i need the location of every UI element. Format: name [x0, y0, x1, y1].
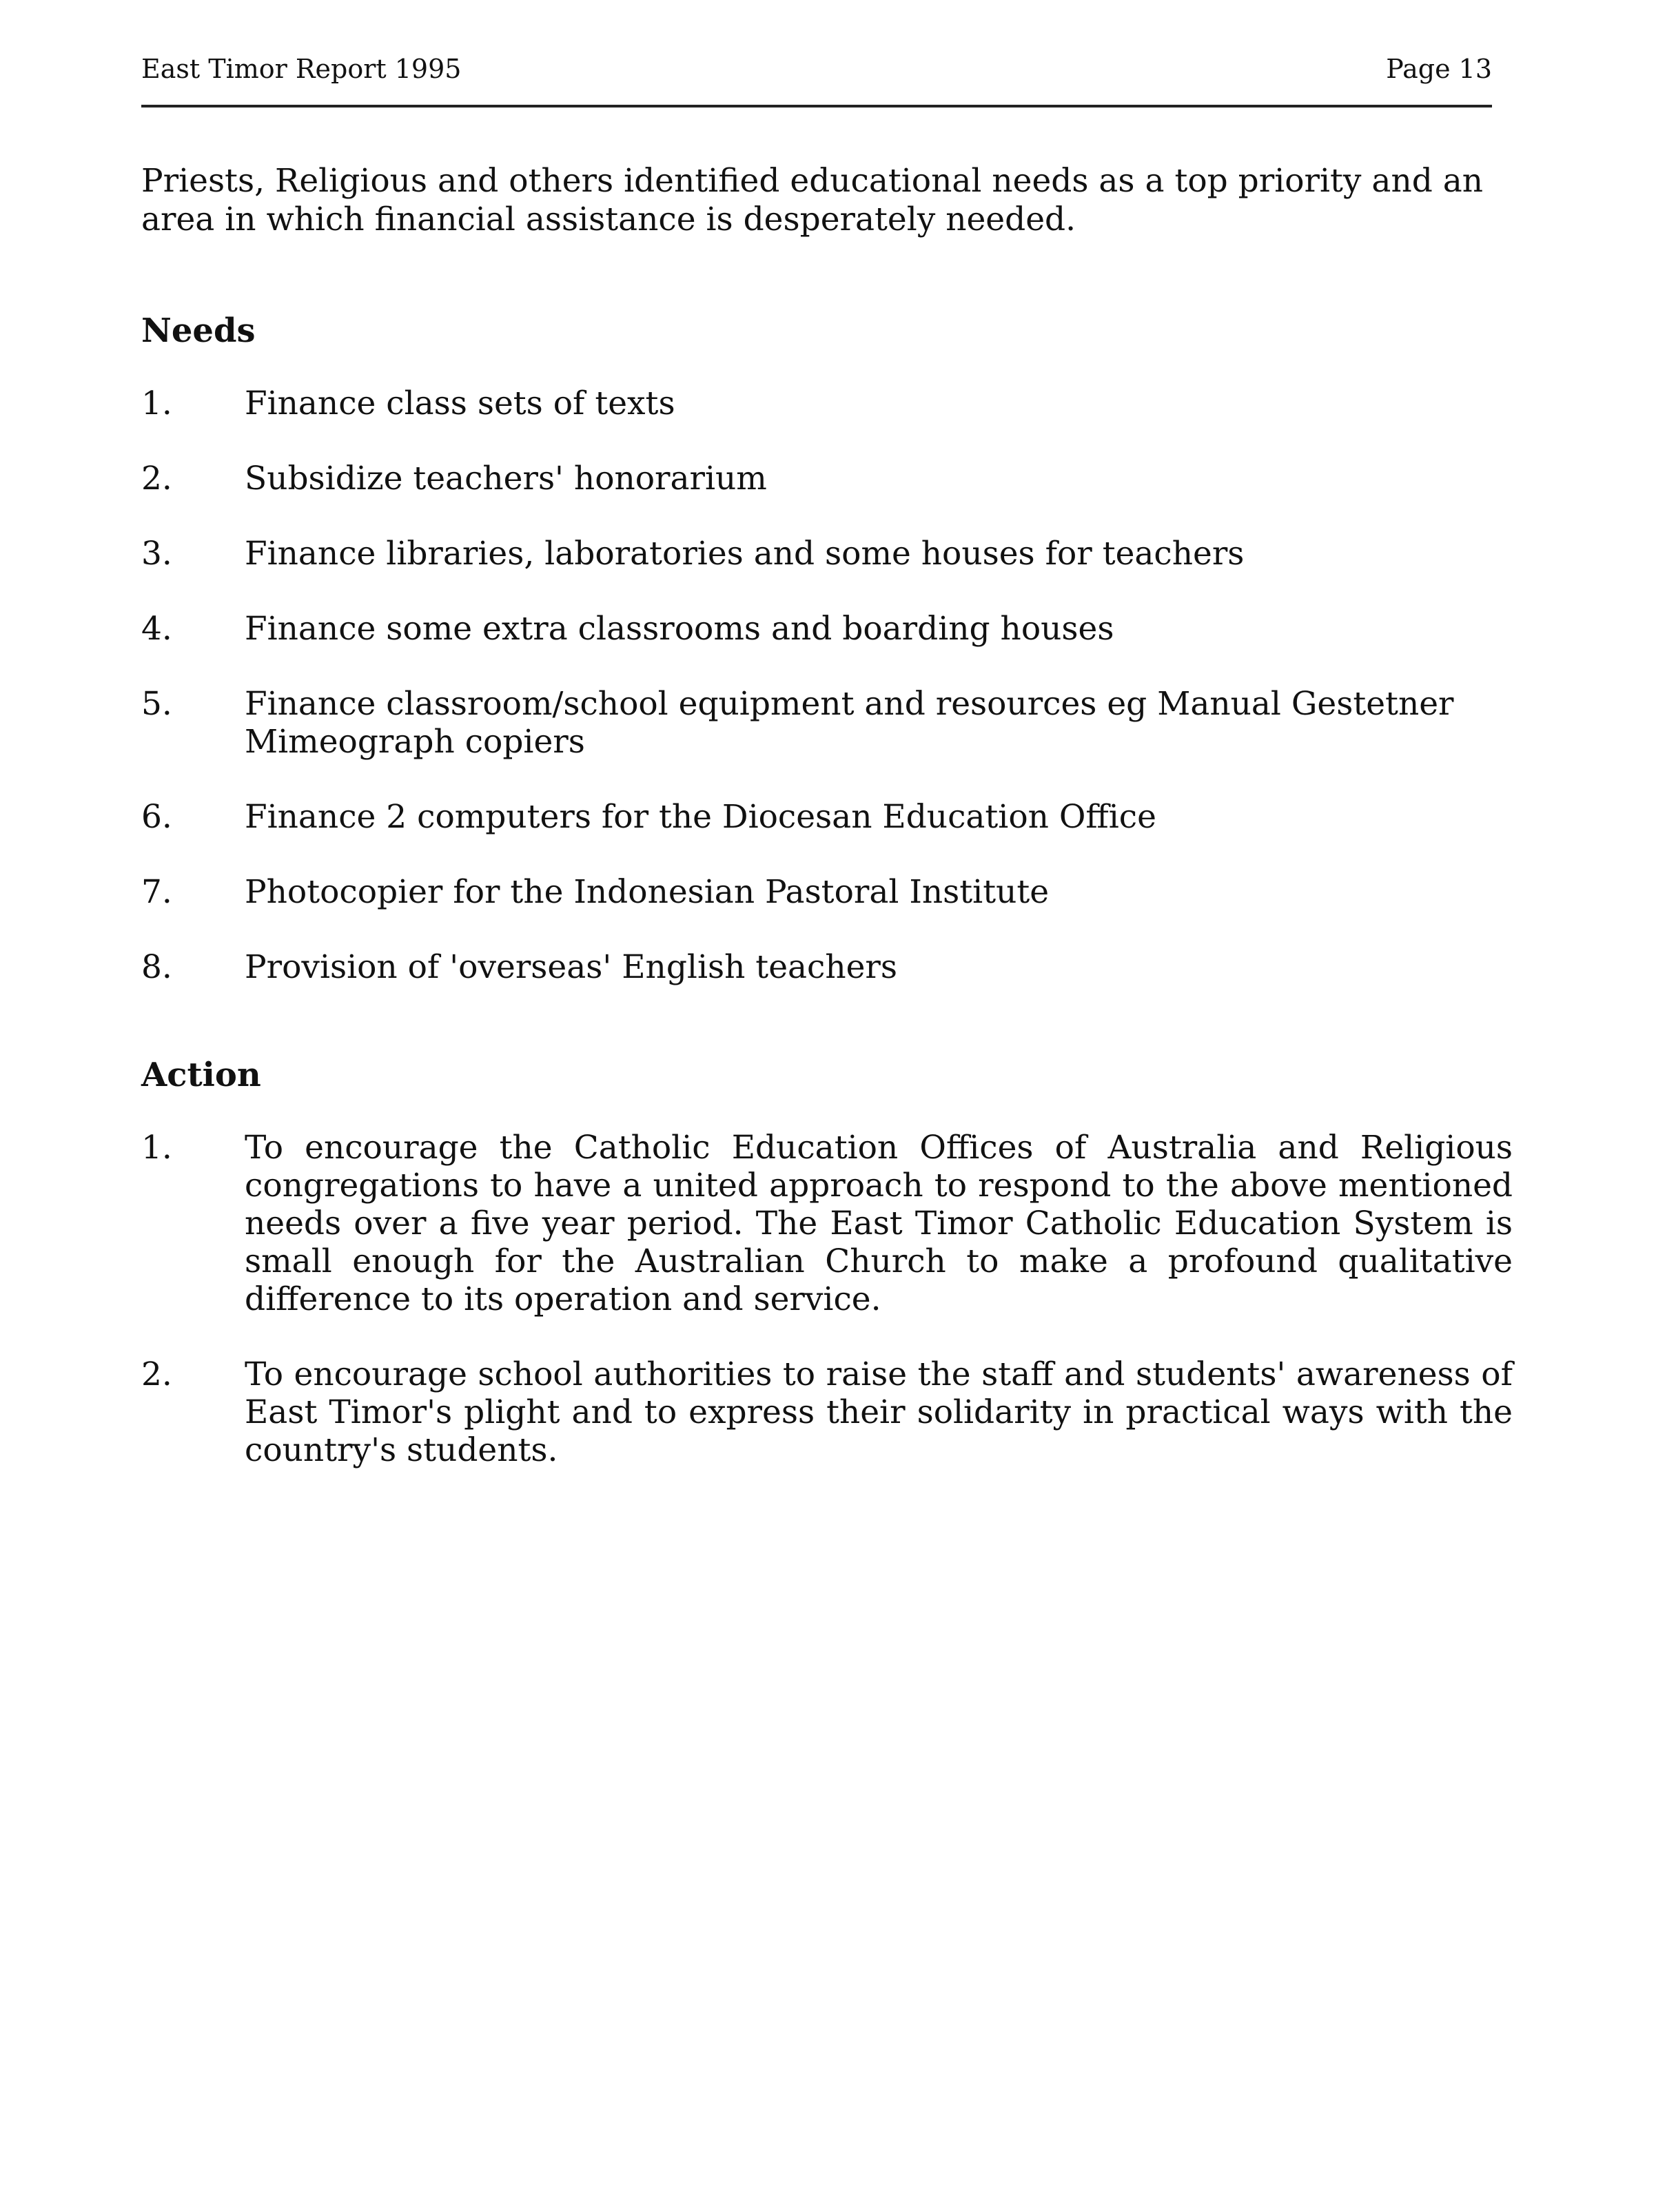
- list-item: [141, 535, 1513, 573]
- list-item: [141, 460, 1513, 498]
- item-text: Finance some extra classrooms and boarding houses: [245, 610, 1114, 648]
- item-number: 8.: [141, 948, 172, 986]
- item-text: Finance classroom/school equipment and resources eg Manual Gestetner Mimeograph copiers: [245, 685, 1454, 761]
- item-text: Provision of 'overseas' English teachers: [245, 948, 898, 986]
- item-number: 1.: [141, 385, 172, 422]
- item-number: 4.: [141, 610, 172, 648]
- item-number: 1.: [141, 1129, 172, 1167]
- list-item: [141, 1129, 1513, 1318]
- header-rule: [141, 105, 1492, 107]
- item-number: 2.: [141, 1355, 172, 1393]
- action-heading: Action: [141, 1056, 261, 1094]
- list-item: [141, 1355, 1513, 1469]
- item-number: 5.: [141, 685, 172, 723]
- item-number: 6.: [141, 798, 172, 836]
- action-list: [141, 1129, 1513, 1506]
- item-text: Finance libraries, laboratories and some houses for teachers: [245, 535, 1245, 573]
- item-text: To encourage the Catholic Education Offices of Australia and Religious congregations to have a united approach to respond to the above mentioned needs over a five year period. The East Timor Catholic Education System is small enough for the Australian Church to make a profound qualitative difference to its operation and service.: [245, 1129, 1513, 1318]
- list-item: [141, 873, 1513, 911]
- item-number: 3.: [141, 535, 172, 573]
- item-text: Finance class sets of texts: [245, 385, 675, 422]
- item-text: Finance 2 computers for the Diocesan Education Office: [245, 798, 1156, 836]
- list-item: [141, 610, 1513, 648]
- page-header: [141, 54, 1492, 92]
- list-item: [141, 798, 1513, 836]
- item-number: 2.: [141, 460, 172, 498]
- list-item: [141, 948, 1513, 986]
- item-text: Photocopier for the Indonesian Pastoral Institute: [245, 873, 1050, 911]
- intro-paragraph: Priests, Religious and others identified educational needs as a top priority and an area in which financial assistance is desperately needed.: [141, 162, 1484, 238]
- list-item: [141, 685, 1513, 761]
- item-number: 7.: [141, 873, 172, 911]
- item-text: Subsidize teachers' honorarium: [245, 460, 767, 498]
- needs-heading: Needs: [141, 311, 256, 350]
- page-number: Page 13: [1386, 54, 1492, 84]
- item-text: To encourage school authorities to raise the staff and students' awareness of East Timor's plight and to express their solidarity in practical ways with the country's students.: [245, 1355, 1513, 1469]
- list-item: [141, 385, 1513, 422]
- needs-list: [141, 385, 1513, 1023]
- report-title: East Timor Report 1995: [141, 54, 462, 84]
